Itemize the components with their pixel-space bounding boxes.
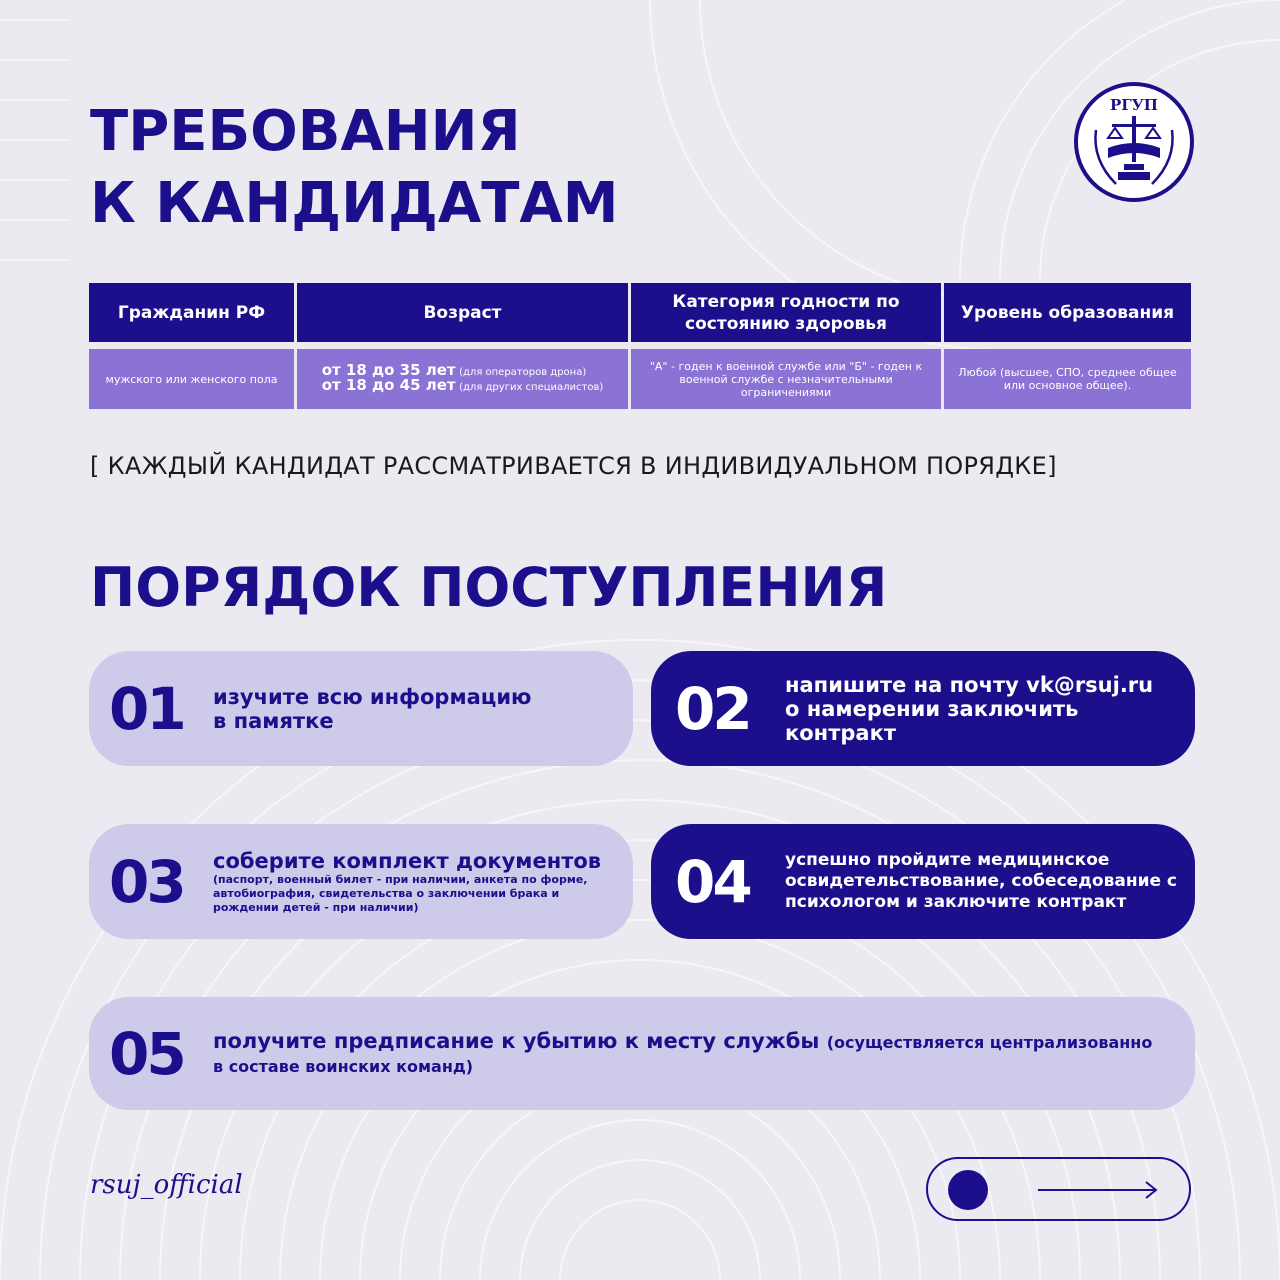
page-title [90, 96, 618, 240]
step-card-04 [651, 824, 1195, 939]
step-text-line: психологом и заключите контракт [785, 892, 1127, 912]
age-note-2: (для других специалистов) [459, 382, 604, 393]
value-health-category: "А" - годен к военной службе или "Б" - годен к военной службе с незначительными ограничениями [631, 349, 941, 409]
step-text-line: напишите на почту vk@rsuj.ru [785, 672, 1154, 697]
step-text-line: освидетельствование, собеседование с [785, 871, 1178, 891]
next-slide-button[interactable] [926, 1157, 1191, 1221]
step-number: 04 [675, 847, 750, 916]
requirements-header-row [89, 283, 1191, 342]
age-range-1: от 18 до 35 лет [321, 361, 456, 379]
step-text-line: о намерении заключить [785, 696, 1079, 721]
step-text [213, 685, 531, 733]
step-text [213, 1029, 1152, 1079]
age-line-2 [321, 376, 604, 394]
individual-review-notice: [ КАЖДЫЙ КАНДИДАТ РАССМАТРИВАЕТСЯ В ИНДИВИДУАЛЬНОМ ПОРЯДКЕ] [90, 452, 1057, 480]
arrow-right-icon [1038, 1179, 1160, 1201]
step-number: 03 [109, 847, 184, 916]
admission-title: ПОРЯДОК ПОСТУПЛЕНИЯ [90, 556, 888, 619]
step-text-line: изучите всю информацию [213, 684, 532, 709]
social-handle[interactable]: rsuj_official [90, 1170, 243, 1200]
step-text [213, 849, 613, 915]
university-logo [1072, 80, 1196, 204]
step-text-line: контракт [785, 720, 896, 745]
step-text-line: соберите комплект документов [213, 848, 602, 873]
header-citizenship: Гражданин РФ [89, 283, 294, 342]
title-line-1: ТРЕБОВАНИЯ [90, 99, 521, 164]
age-range-2: от 18 до 45 лет [321, 376, 456, 394]
step-text [785, 673, 1153, 745]
value-citizenship: мужского или женского пола [89, 349, 294, 409]
step-text-line: успешно пройдите медицинское [785, 850, 1110, 870]
step-number: 02 [675, 674, 750, 743]
value-age [297, 349, 628, 409]
step-number: 05 [109, 1019, 184, 1088]
requirements-table [89, 283, 1191, 409]
header-age: Возраст [297, 283, 628, 342]
age-note-1: (для операторов дрона) [459, 367, 587, 378]
step-card-03 [89, 824, 633, 939]
header-education: Уровень образования [944, 283, 1191, 342]
step-card-01 [89, 651, 633, 766]
step-card-02 [651, 651, 1195, 766]
step-note: (паспорт, военный билет - при наличии, анкета по форме, автобиография, свидетельства о заключении брака и рождении детей - при наличии) [213, 872, 588, 914]
logo-text: РГУП [1110, 96, 1158, 114]
step-card-05 [89, 997, 1195, 1110]
step-note: (осуществляется централизованно [826, 1032, 1153, 1052]
step-note-line-2: в составе воинских команд) [213, 1056, 474, 1076]
step-number: 01 [109, 674, 184, 743]
slide-indicator-dot [948, 1170, 988, 1210]
step-text-line: в памятке [213, 708, 334, 733]
header-health-category: Категория годности по состоянию здоровья [631, 283, 941, 342]
requirements-values-row [89, 349, 1191, 409]
value-education: Любой (высшее, СПО, среднее общее или основное общее). [944, 349, 1191, 409]
step-text [785, 850, 1177, 913]
title-line-2: К КАНДИДАТАМ [90, 171, 619, 236]
step-text-line: получите предписание к убытию к месту службы [213, 1028, 820, 1053]
